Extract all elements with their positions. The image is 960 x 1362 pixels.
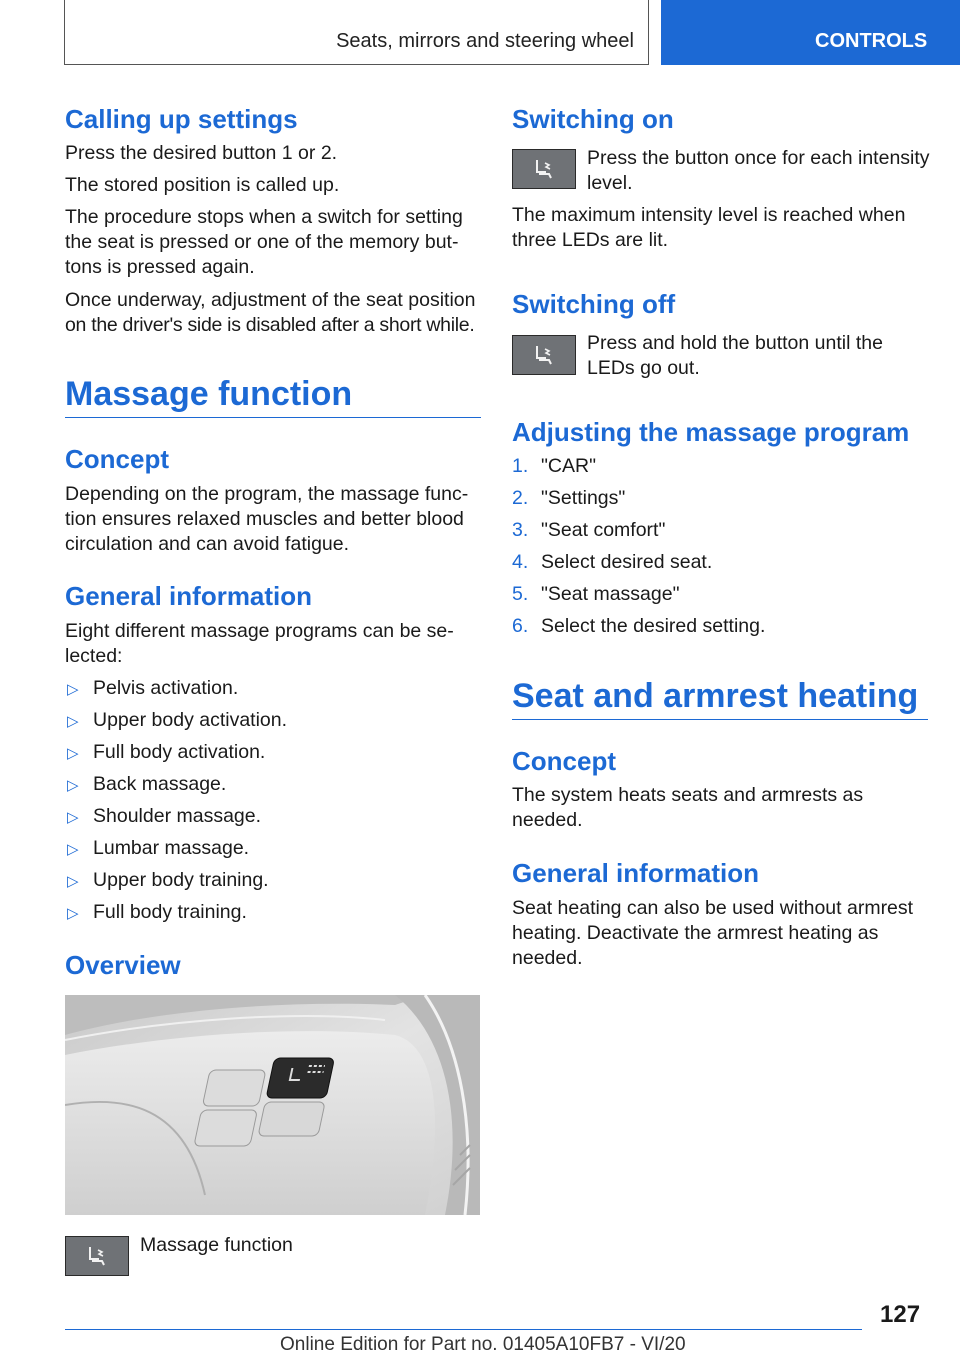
text-line: lected: [65, 645, 123, 667]
triangle-bullet-icon: ▷ [67, 873, 79, 890]
heading-switching-on: Switching on [512, 104, 674, 134]
paragraph [65, 205, 481, 280]
paragraph [65, 288, 481, 338]
text-line: Press the button once for each intensity [587, 147, 930, 169]
heading-general-information: General information [512, 858, 760, 888]
list-item: ▷ Back massage. [65, 772, 226, 798]
text-line: Eight different massage programs can be se‐ [65, 620, 454, 642]
section-title-massage-function: Massage function [65, 375, 353, 413]
text-line: The system heats seats and armrests as [512, 784, 864, 806]
paragraph [65, 619, 481, 669]
footer-edition: Online Edition for Part no. 01405A10FB7 - VI/20 [280, 1334, 686, 1355]
massage-button-icon [512, 149, 576, 189]
footer-rule [65, 1329, 862, 1330]
text-line: The maximum intensity level is reached when [512, 204, 906, 226]
paragraph [65, 482, 481, 557]
header-chapter-box [661, 0, 960, 65]
section-title: Seats, mirrors and steering wheel [336, 30, 634, 52]
list-item: 5. "Seat massage" [512, 583, 680, 605]
text-line: tons is pressed again. [65, 256, 255, 278]
triangle-bullet-icon: ▷ [67, 777, 79, 794]
text-line: circulation and can avoid fatigue. [65, 533, 350, 555]
button-caption: Massage function [140, 1234, 293, 1256]
massage-function-photo [65, 995, 480, 1215]
massage-button-icon [65, 1236, 129, 1276]
list-item: 4. Select desired seat. [512, 551, 713, 573]
chapter-title: CONTROLS [815, 30, 928, 52]
list-item: 3. "Seat comfort" [512, 519, 666, 541]
heading-general-information: General information [65, 581, 313, 611]
list-item: 6. Select the desired setting. [512, 615, 766, 637]
header-section-box [64, 0, 649, 65]
heading-concept: Concept [512, 746, 616, 776]
list-item: 1. "CAR" [512, 455, 597, 477]
list-item: ▷ Full body activation. [65, 740, 265, 766]
triangle-bullet-icon: ▷ [67, 809, 79, 826]
text-line: The procedure stops when a switch for setting [65, 206, 463, 228]
paragraph [512, 896, 928, 971]
heading-switching-off: Switching off [512, 289, 676, 319]
list-item: ▷ Upper body training. [65, 868, 269, 894]
heading-calling-up-settings: Calling up settings [65, 104, 298, 134]
text-line: level. [587, 172, 633, 194]
text-line: Seat heating can also be used without armrest [512, 897, 914, 919]
triangle-bullet-icon: ▷ [67, 745, 79, 762]
heading-overview: Overview [65, 950, 181, 980]
text-line: on the driver's side is disabled after a short while. [65, 314, 475, 336]
heading-adjusting-massage-program: Adjusting the massage program [512, 417, 910, 447]
list-item: ▷ Full body training. [65, 900, 247, 926]
text-line: Depending on the program, the massage func‐ [65, 483, 469, 505]
list-item: 2. "Settings" [512, 487, 626, 509]
list-item: ▷ Upper body activation. [65, 708, 287, 734]
text-line: LEDs go out. [587, 357, 700, 379]
section-title-seat-armrest-heating: Seat and armrest heating [512, 677, 919, 715]
paragraph [587, 331, 932, 381]
paragraph [587, 146, 932, 196]
text-line: Press and hold the button until the [587, 332, 883, 354]
text-line: needed. [512, 947, 583, 969]
list-item: ▷ Lumbar massage. [65, 836, 249, 862]
section-rule [65, 417, 481, 418]
text-line: the seat is pressed or one of the memory but‐ [65, 231, 459, 253]
heading-concept: Concept [65, 444, 169, 474]
text-line: tion ensures relaxed muscles and better blood [65, 508, 464, 530]
paragraph [512, 203, 928, 253]
paragraph: The stored position is called up. [65, 174, 340, 196]
text-line: heating. Deactivate the armrest heating as [512, 922, 879, 944]
page-number: 127 [880, 1301, 921, 1328]
triangle-bullet-icon: ▷ [67, 905, 79, 922]
massage-button-icon [512, 335, 576, 375]
triangle-bullet-icon: ▷ [67, 681, 79, 698]
text-line: needed. [512, 809, 583, 831]
paragraph: Press the desired button 1 or 2. [65, 142, 338, 164]
list-item: ▷ Pelvis activation. [65, 676, 238, 702]
section-rule [512, 719, 928, 720]
text-line: Once underway, adjustment of the seat position [65, 289, 476, 311]
paragraph [512, 783, 928, 833]
triangle-bullet-icon: ▷ [67, 713, 79, 730]
triangle-bullet-icon: ▷ [67, 841, 79, 858]
list-item: ▷ Shoulder massage. [65, 804, 261, 830]
text-line: three LEDs are lit. [512, 229, 669, 251]
